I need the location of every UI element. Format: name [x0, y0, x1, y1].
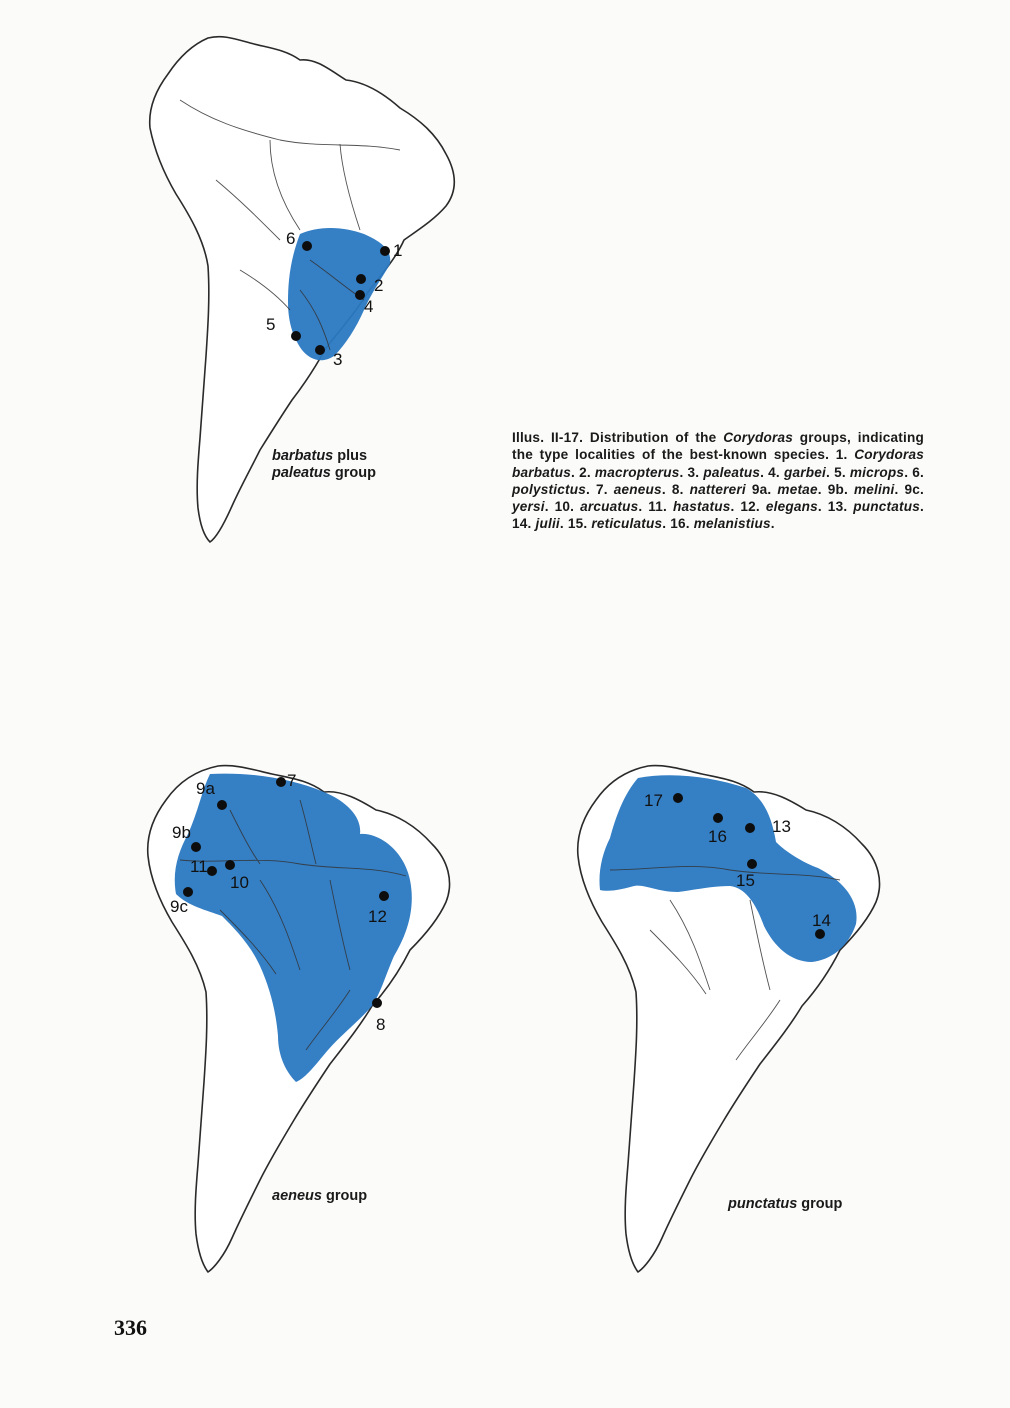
locality-dot-7: [276, 777, 286, 787]
locality-number-15: 15: [736, 871, 755, 890]
locality-number-8: 8: [376, 1015, 386, 1034]
locality-dot-12: [379, 891, 389, 901]
locality-dot-16: [713, 813, 723, 823]
locality-number-13: 13: [772, 817, 791, 836]
locality-dot-14: [815, 929, 825, 939]
figure-caption: Illus. II-17. Distribution of the Corydoras groups, indicating the type localities of the best-known species. 1. Corydoras barbatus. 2. macropterus. 3. paleatus. 4. garbei. 5. microps. 6. polystictus. 7. aeneus. 8. nattereri 9a. metae. 9b. melini. 9c. yersi. 10. arcuatus. 11. hastatus. 12. elegans. 13. punctatus. 14. julii. 15. reticulatus. 16. melanistius.: [512, 430, 924, 532]
locality-number-5: 5: [266, 315, 276, 334]
locality-dot-17: [673, 793, 683, 803]
locality-number-3: 3: [333, 350, 343, 369]
locality-dot-9c: [183, 887, 193, 897]
locality-number-17: 17: [644, 791, 663, 810]
map-label-barbatus-paleatus: barbatus plus paleatus group: [272, 448, 376, 481]
locality-dot-10: [225, 860, 235, 870]
locality-dot-8: [372, 998, 382, 1008]
locality-dot-3: [315, 345, 325, 355]
locality-dot-9a: [217, 800, 227, 810]
locality-number-7: 7: [287, 771, 297, 790]
locality-number-11: 11: [190, 857, 208, 876]
locality-number-14: 14: [812, 911, 831, 930]
locality-dot-9b: [191, 842, 201, 852]
page-number: 336: [114, 1315, 147, 1340]
locality-number-9c: 9c: [170, 897, 188, 916]
locality-number-2: 2: [374, 276, 384, 295]
locality-dot-11: [207, 866, 217, 876]
locality-dot-6: [302, 241, 312, 251]
locality-number-12: 12: [368, 907, 387, 926]
locality-number-1: 1: [393, 241, 403, 260]
locality-dot-13: [745, 823, 755, 833]
map-label-aeneus: aeneus group: [272, 1188, 368, 1204]
locality-dot-1: [380, 246, 390, 256]
locality-number-6: 6: [286, 229, 296, 248]
map-label-punctatus: punctatus group: [728, 1196, 843, 1212]
locality-dot-2: [356, 274, 366, 284]
locality-number-9b: 9b: [172, 823, 191, 842]
locality-dot-5: [291, 331, 301, 341]
locality-dot-15: [747, 859, 757, 869]
locality-number-4: 4: [364, 297, 374, 316]
locality-number-10: 10: [230, 873, 249, 892]
locality-number-9a: 9a: [196, 779, 215, 798]
locality-number-16: 16: [708, 827, 727, 846]
